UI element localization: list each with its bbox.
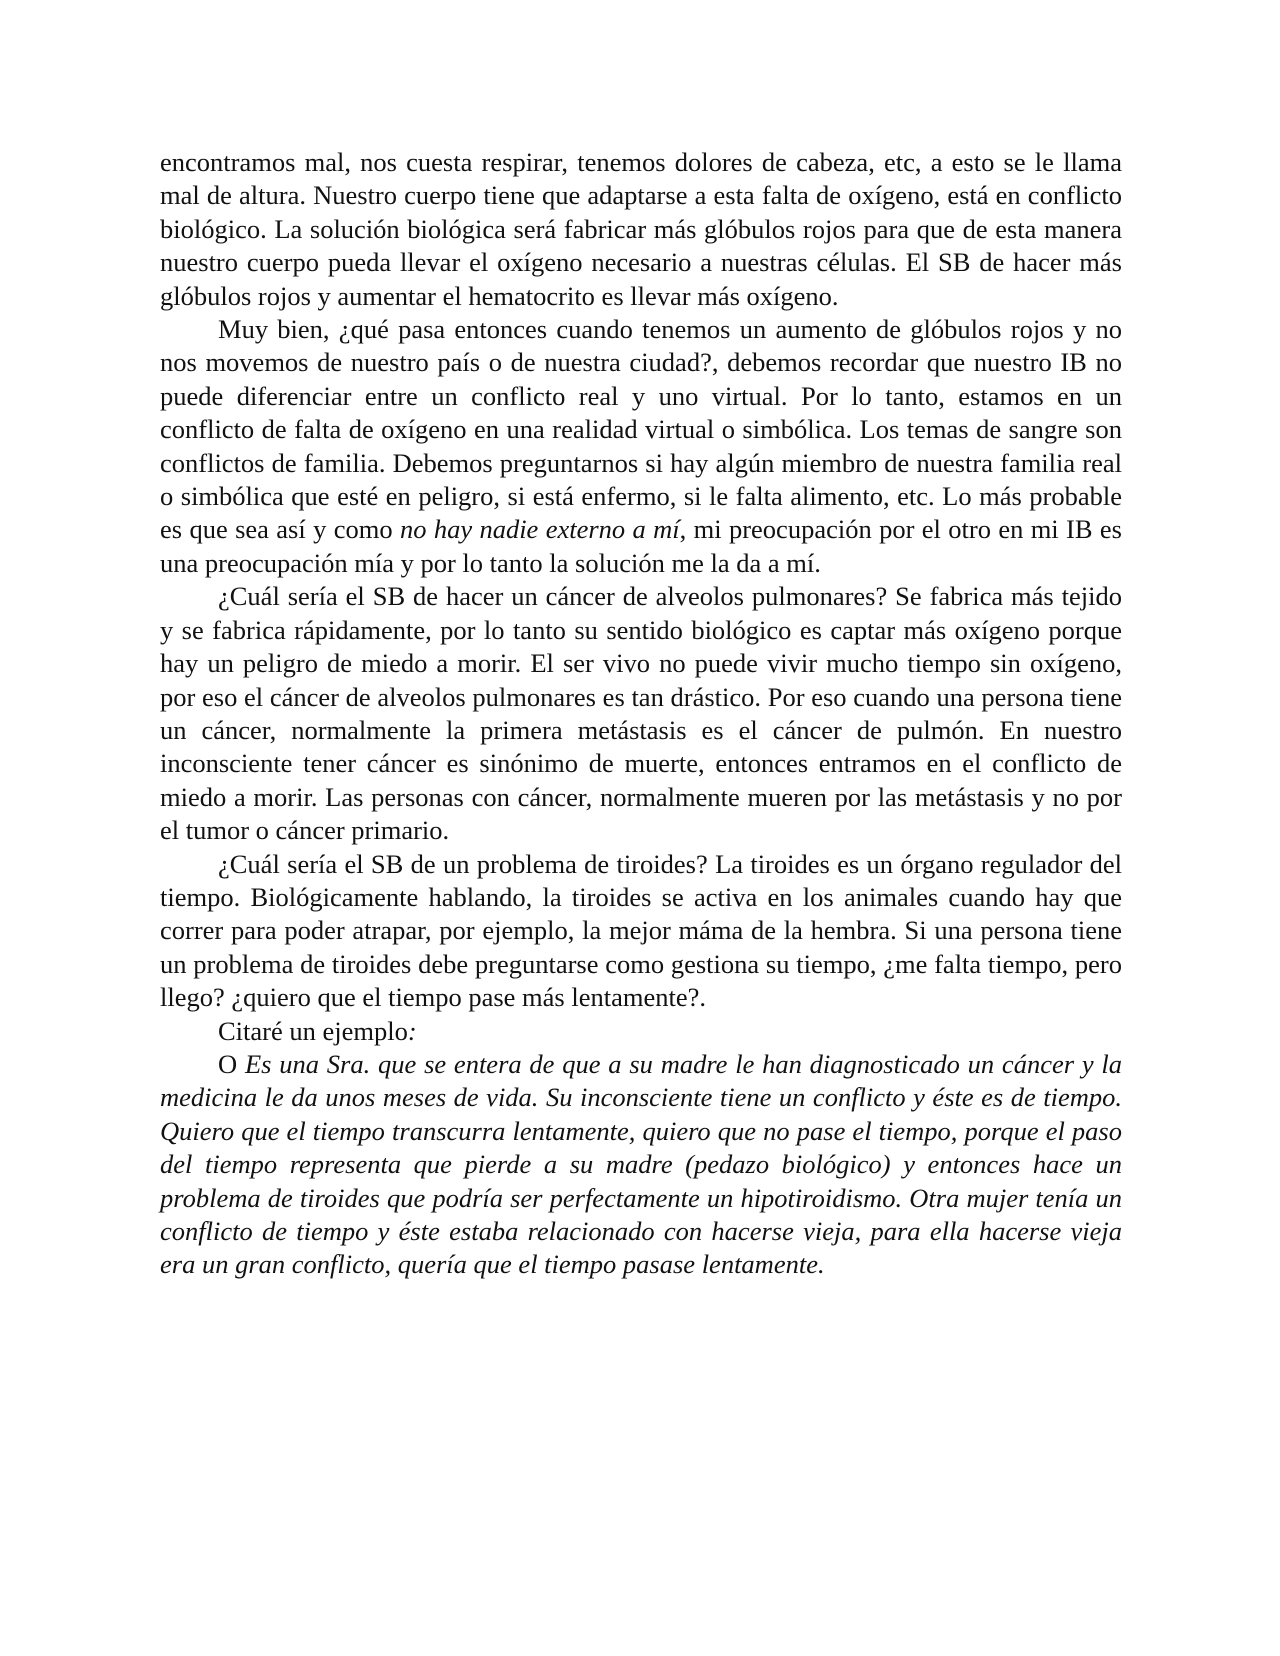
example-italic-text: Es una Sra. que se entera de que a su madre le han diagnosticado un cáncer y la medicina le da unos meses de vida. Su inconsciente tiene un conflicto y éste es de tiempo. Quiero que el tiempo transcurra lentamente, quiero que no pase el tiempo, porque el paso del tiempo representa que pierde a su madre (pedazo biológico) y entonces hace un problema de tiroides que podría ser perfectamente un hipotiroidismo. Otra mujer tenía un conflicto de tiempo y éste estaba relacionado con hacerse vieja, para ella hacerse vieja era un gran conflicto, quería que el tiempo pasase lentamente. [160,1048,1122,1280]
paragraph-2 [160,313,1122,580]
paragraph-5-text: Citaré un ejemplo [218,1015,408,1046]
paragraph-1: encontramos mal, nos cuesta respirar, tenemos dolores de cabeza, etc, a esto se le llama mal de altura. Nuestro cuerpo tiene que adaptarse a esta falta de oxígeno, está en conflicto biológico. La solución biológica será fabricar más glóbulos rojos para que de esta manera nuestro cuerpo pueda llevar el oxígeno necesario a nuestras células. El SB de hacer más glóbulos rojos y aumentar el hematocrito es llevar más oxígeno. [160,147,1122,311]
paragraph-2-text-b: , mi preocupación por el otro en mi IB es una preocupación mía y por lo tanto la solución me la da a mí. [160,514,1122,578]
document-page [160,146,1122,1282]
paragraph-5-colon: : [407,1015,417,1046]
example-bullet: O [218,1048,238,1079]
paragraph-2-text-a: Muy bien, ¿qué pasa entonces cuando tenemos un aumento de glóbulos rojos y no nos movemos de nuestro país o de nuestra ciudad?, debemos recordar que nuestro IB no puede diferenciar entre un conflicto real y uno virtual. Por lo tanto, estamos en un conflicto de falta de oxígeno en una realidad virtual o simbólica. Los temas de sangre son conflictos de familia. Debemos preguntarnos si hay algún miembro de nuestra familia real o simbólica que esté en peligro, si está enfermo, si le falta alimento, etc. Lo más probable es que sea así y como [160,314,1122,545]
paragraph-2-emphasis: no hay nadie externo a mí [399,514,680,545]
example-quote [160,1048,1122,1282]
paragraph-3: ¿Cuál sería el SB de hacer un cáncer de alveolos pulmonares? Se fabrica más tejido y se fabrica rápidamente, por lo tanto su sentido biológico es captar más oxígeno porque hay un peligro de miedo a morir. El ser vivo no puede vivir mucho tiempo sin oxígeno, por eso el cáncer de alveolos pulmonares es tan drástico. Por eso cuando una persona tiene un cáncer, normalmente la primera metástasis es el cáncer de pulmón. En nuestro inconsciente tener cáncer es sinónimo de muerte, entonces entramos en el conflicto de miedo a morir. Las personas con cáncer, normalmente mueren por las metástasis y no por el tumor o cáncer primario. [160,581,1122,846]
paragraph-4: ¿Cuál sería el SB de un problema de tiroides? La tiroides es un órgano regulador del tiempo. Biológicamente hablando, la tiroides se activa en los animales cuando hay que correr para poder atrapar, por ejemplo, la mejor máma de la hembra. Si una persona tiene un problema de tiroides debe preguntarse como gestiona su tiempo, ¿me falta tiempo, pero llego? ¿quiero que el tiempo pase más lentamente?. [160,848,1122,1013]
paragraph-5 [160,1015,1122,1048]
